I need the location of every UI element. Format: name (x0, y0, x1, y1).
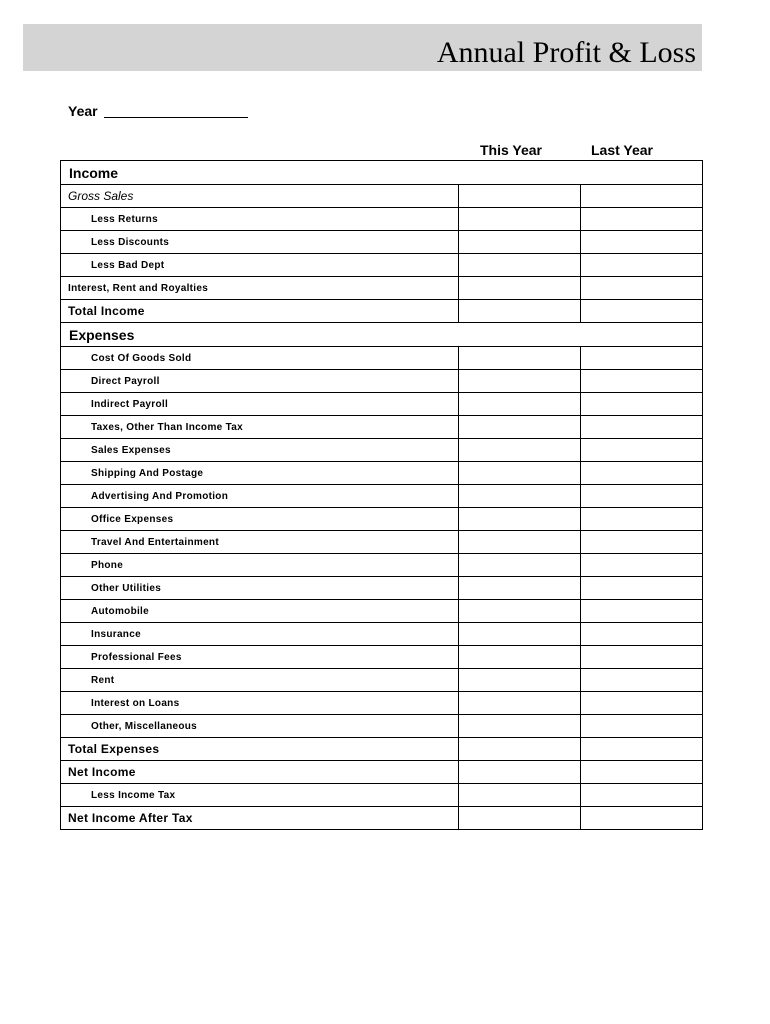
table-row (61, 508, 703, 531)
cell-last-year[interactable] (581, 692, 703, 715)
cell-last-year[interactable] (581, 185, 703, 208)
cell-this-year[interactable] (459, 300, 581, 323)
table-row (61, 416, 703, 439)
cell-last-year[interactable] (581, 715, 703, 738)
cell-this-year[interactable] (459, 393, 581, 416)
title-bar (23, 24, 702, 71)
cell-this-year[interactable] (459, 646, 581, 669)
row-label-total-income: Total Income (61, 300, 459, 323)
cell-this-year[interactable] (459, 439, 581, 462)
cell-last-year[interactable] (581, 646, 703, 669)
table-row (61, 485, 703, 508)
row-label-professional-fees: Professional Fees (61, 646, 459, 669)
table-row (61, 715, 703, 738)
row-label-automobile: Automobile (61, 600, 459, 623)
table-row (61, 807, 703, 830)
row-label-shipping-postage: Shipping And Postage (61, 462, 459, 485)
row-label-total-expenses: Total Expenses (61, 738, 459, 761)
page-title: Annual Profit & Loss (436, 36, 696, 69)
cell-last-year[interactable] (581, 485, 703, 508)
cell-last-year[interactable] (581, 738, 703, 761)
cell-this-year[interactable] (459, 208, 581, 231)
table-row (61, 300, 703, 323)
cell-this-year[interactable] (459, 254, 581, 277)
cell-last-year[interactable] (581, 416, 703, 439)
row-label-gross-sales: Gross Sales (61, 185, 459, 208)
year-field (68, 103, 248, 119)
cell-last-year[interactable] (581, 300, 703, 323)
cell-this-year[interactable] (459, 761, 581, 784)
section-expenses (61, 323, 703, 347)
cell-last-year[interactable] (581, 393, 703, 416)
row-label-taxes-other: Taxes, Other Than Income Tax (61, 416, 459, 439)
table-row (61, 231, 703, 254)
cell-this-year[interactable] (459, 231, 581, 254)
row-label-less-discounts: Less Discounts (61, 231, 459, 254)
table-row (61, 577, 703, 600)
cell-this-year[interactable] (459, 669, 581, 692)
table-row (61, 439, 703, 462)
row-label-net-income: Net Income (61, 761, 459, 784)
row-label-advertising: Advertising And Promotion (61, 485, 459, 508)
cell-this-year[interactable] (459, 807, 581, 830)
table-row (61, 254, 703, 277)
cell-this-year[interactable] (459, 738, 581, 761)
year-input-line[interactable] (104, 103, 248, 118)
cell-last-year[interactable] (581, 761, 703, 784)
table-row (61, 185, 703, 208)
table-row (61, 623, 703, 646)
table-row (61, 646, 703, 669)
table-row (61, 277, 703, 300)
cell-this-year[interactable] (459, 692, 581, 715)
cell-last-year[interactable] (581, 531, 703, 554)
cell-this-year[interactable] (459, 554, 581, 577)
table-row (61, 554, 703, 577)
cell-this-year[interactable] (459, 623, 581, 646)
row-label-less-income-tax: Less Income Tax (61, 784, 459, 807)
section-title-expenses: Expenses (61, 323, 703, 347)
row-label-other-utilities: Other Utilities (61, 577, 459, 600)
table-row (61, 462, 703, 485)
cell-last-year[interactable] (581, 254, 703, 277)
cell-this-year[interactable] (459, 462, 581, 485)
row-label-other-misc: Other, Miscellaneous (61, 715, 459, 738)
row-label-interest-on-loans: Interest on Loans (61, 692, 459, 715)
cell-last-year[interactable] (581, 554, 703, 577)
table-row (61, 784, 703, 807)
year-label: Year (68, 103, 98, 119)
table-row (61, 669, 703, 692)
row-label-less-bad-dept: Less Bad Dept (61, 254, 459, 277)
cell-this-year[interactable] (459, 508, 581, 531)
profit-loss-table (60, 160, 703, 830)
row-label-phone: Phone (61, 554, 459, 577)
row-label-interest-rent-royalties: Interest, Rent and Royalties (61, 277, 459, 300)
cell-this-year[interactable] (459, 715, 581, 738)
cell-this-year[interactable] (459, 416, 581, 439)
cell-this-year[interactable] (459, 577, 581, 600)
cell-last-year[interactable] (581, 277, 703, 300)
table-row (61, 370, 703, 393)
row-label-office-expenses: Office Expenses (61, 508, 459, 531)
cell-last-year[interactable] (581, 600, 703, 623)
cell-this-year[interactable] (459, 485, 581, 508)
table-row (61, 531, 703, 554)
cell-this-year[interactable] (459, 347, 581, 370)
row-label-sales-expenses: Sales Expenses (61, 439, 459, 462)
row-label-direct-payroll: Direct Payroll (61, 370, 459, 393)
row-label-net-income-after-tax: Net Income After Tax (61, 807, 459, 830)
cell-this-year[interactable] (459, 531, 581, 554)
column-header-last-year: Last Year (591, 142, 654, 158)
column-header-this-year: This Year (480, 142, 543, 158)
row-label-less-returns: Less Returns (61, 208, 459, 231)
cell-last-year[interactable] (581, 370, 703, 393)
cell-last-year[interactable] (581, 462, 703, 485)
cell-last-year[interactable] (581, 208, 703, 231)
cell-this-year[interactable] (459, 185, 581, 208)
table-row (61, 761, 703, 784)
section-income (61, 161, 703, 185)
cell-last-year[interactable] (581, 231, 703, 254)
cell-last-year[interactable] (581, 784, 703, 807)
section-title-income: Income (61, 161, 703, 185)
row-label-cogs: Cost Of Goods Sold (61, 347, 459, 370)
row-label-indirect-payroll: Indirect Payroll (61, 393, 459, 416)
table-row (61, 208, 703, 231)
table-row (61, 738, 703, 761)
row-label-insurance: Insurance (61, 623, 459, 646)
cell-last-year[interactable] (581, 439, 703, 462)
row-label-travel: Travel And Entertainment (61, 531, 459, 554)
cell-last-year[interactable] (581, 623, 703, 646)
cell-last-year[interactable] (581, 669, 703, 692)
cell-last-year[interactable] (581, 508, 703, 531)
table-row (61, 600, 703, 623)
table-row (61, 347, 703, 370)
cell-this-year[interactable] (459, 370, 581, 393)
cell-last-year[interactable] (581, 577, 703, 600)
cell-this-year[interactable] (459, 277, 581, 300)
table-row (61, 692, 703, 715)
cell-last-year[interactable] (581, 807, 703, 830)
row-label-rent: Rent (61, 669, 459, 692)
table-row (61, 393, 703, 416)
cell-this-year[interactable] (459, 600, 581, 623)
cell-last-year[interactable] (581, 347, 703, 370)
cell-this-year[interactable] (459, 784, 581, 807)
